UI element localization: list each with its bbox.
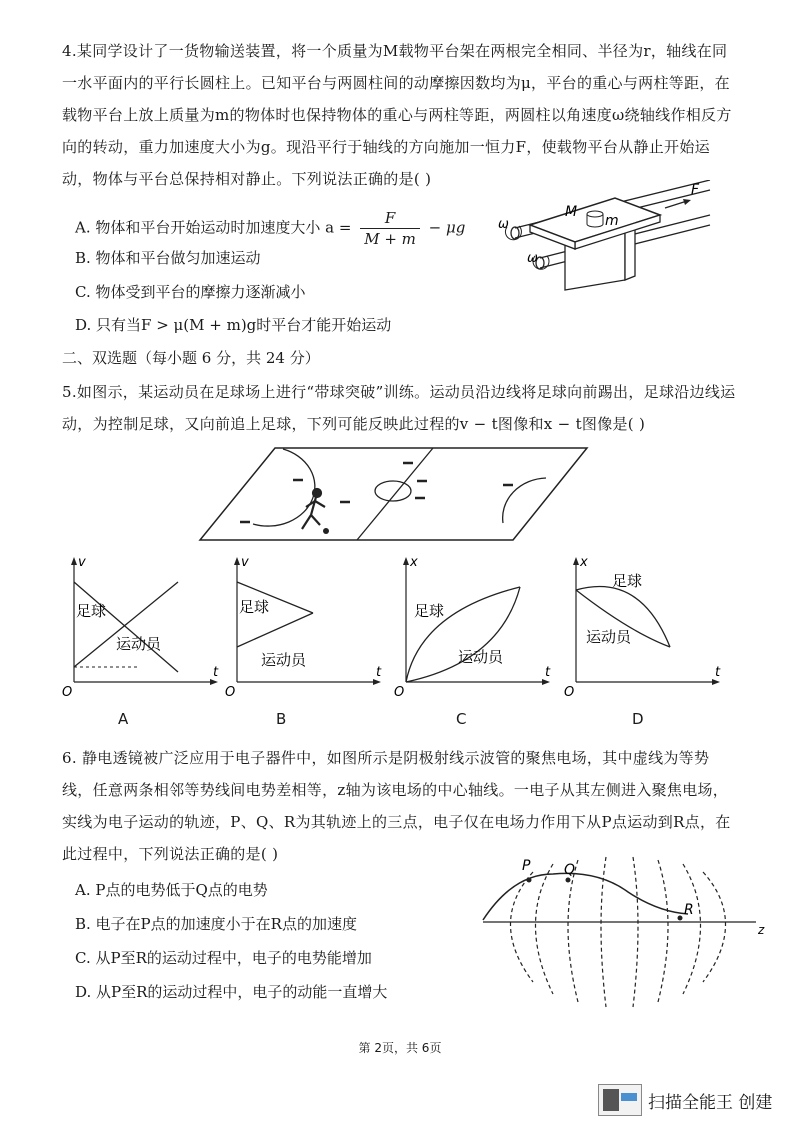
q4-option-c: C. 物体受到平台的摩擦力逐渐减小 bbox=[75, 283, 306, 301]
section-title: 二、双选题（每小题 6 分，共 24 分） bbox=[62, 349, 320, 367]
graph-d-athlete-label: 运动员 bbox=[586, 628, 632, 646]
graph-a bbox=[58, 552, 228, 697]
graph-c-ball-label: 足球 bbox=[414, 602, 445, 620]
graph-c-y-label: x bbox=[410, 555, 418, 570]
fig-label-z: z bbox=[758, 923, 765, 937]
q6-stem: 6. 静电透镜被广泛应用于电子器件中，如图所示是阴极射线示波管的聚焦电场，其中虚线为等势线，任意两条相邻等势线间电势差相等，z轴为该电场的中心轴线。一电子从其左侧进入聚焦电场，实线为电子运动的轨迹，P、Q、R为其轨迹上的三点，电子仅在电场力作用下从P点运动到R点，在此过程中，下列说法正确的是( ) bbox=[62, 749, 731, 863]
graph-c-caption: C bbox=[456, 710, 467, 728]
fig-label-P: P bbox=[522, 858, 531, 874]
graph-c bbox=[390, 552, 560, 697]
graph-c-origin: O bbox=[394, 685, 405, 697]
fig-label-M: M bbox=[565, 204, 578, 220]
graph-b-athlete-label: 运动员 bbox=[261, 651, 307, 669]
watermark-text: 扫描全能王 创建 bbox=[648, 1093, 773, 1113]
graph-d-caption: D bbox=[632, 710, 644, 728]
graph-d-y-label: x bbox=[580, 555, 588, 570]
graph-a-athlete-label: 运动员 bbox=[116, 635, 162, 653]
soccer-field bbox=[195, 445, 595, 545]
page-footer: 第 2页，共 6页 bbox=[358, 1041, 442, 1055]
graph-d-origin: O bbox=[564, 685, 575, 697]
graph-b bbox=[221, 552, 391, 697]
graph-a-origin: O bbox=[62, 685, 73, 697]
graph-d-ball-label: 足球 bbox=[612, 572, 643, 590]
q4-option-d: D. 只有当F > μ(M + m)g时平台才能开始运动 bbox=[75, 316, 392, 334]
graph-b-ball-label: 足球 bbox=[239, 598, 270, 616]
graph-a-y-label: v bbox=[78, 555, 86, 570]
graph-c-athlete-label: 运动员 bbox=[458, 648, 504, 666]
graph-d bbox=[560, 552, 730, 697]
q4-stem: 4.某同学设计了一货物输送装置，将一个质量为M载物平台架在两根完全相同、半径为r，轴线在同一水平面内的平行长圆柱上。已知平台与两圆柱间的动摩擦因数均为μ，平台的重心与两柱等距，在载物平台上放上质量为m的物体时也保持物体的重心与两柱等距，两圆柱以角速度ω绕轴线作相反方向的转动，重力加速度大小为g。现沿平行于轴线的方向施加一恒力F，使载物平台从静止开始运动，物体与平台总保持相对静止。下列说法正确的是( ) bbox=[62, 42, 732, 188]
scanner-logo bbox=[598, 1084, 642, 1116]
q4-figure bbox=[495, 180, 725, 295]
fig-label-m: m bbox=[605, 213, 619, 229]
fig-label-R: R bbox=[684, 902, 694, 918]
fig-label-Q: Q bbox=[564, 862, 576, 878]
graph-b-x-label: t bbox=[376, 665, 382, 680]
fig-label-omega-1: ω bbox=[498, 217, 509, 232]
graph-a-ball-label: 足球 bbox=[76, 602, 107, 620]
q6-option-d: D. 从P至R的运动过程中，电子的动能一直增大 bbox=[75, 983, 388, 1001]
q6-option-b: B. 电子在P点的加速度小于在R点的加速度 bbox=[75, 915, 357, 933]
q6-option-a: A. P点的电势低于Q点的电势 bbox=[75, 881, 268, 899]
q5-stem: 5.如图示，某运动员在足球场上进行“带球突破”训练。运动员沿边线将足球向前踢出，足球沿边线运动，为控制足球，又向前追上足球，下列可能反映此过程的v − t图像和x − t图像是( ) bbox=[62, 383, 736, 433]
fig-label-F: F bbox=[691, 182, 700, 198]
graph-b-origin: O bbox=[225, 685, 236, 697]
q4-option-b: B. 物体和平台做匀加速运动 bbox=[75, 249, 261, 267]
graph-a-x-label: t bbox=[213, 665, 219, 680]
q4-option-a: A. 物体和平台开始运动时加速度大小 a = $\frac{F}{M + m}$ − μg bbox=[75, 209, 466, 248]
fig-label-omega-2: ω bbox=[527, 251, 538, 266]
q6-figure bbox=[478, 852, 768, 1027]
graph-b-caption: B bbox=[276, 710, 287, 728]
graph-a-caption: A bbox=[118, 710, 129, 728]
graph-b-y-label: v bbox=[241, 555, 249, 570]
graph-c-x-label: t bbox=[545, 665, 551, 680]
q6-option-c: C. 从P至R的运动过程中，电子的电势能增加 bbox=[75, 949, 372, 967]
graph-d-x-label: t bbox=[715, 665, 721, 680]
